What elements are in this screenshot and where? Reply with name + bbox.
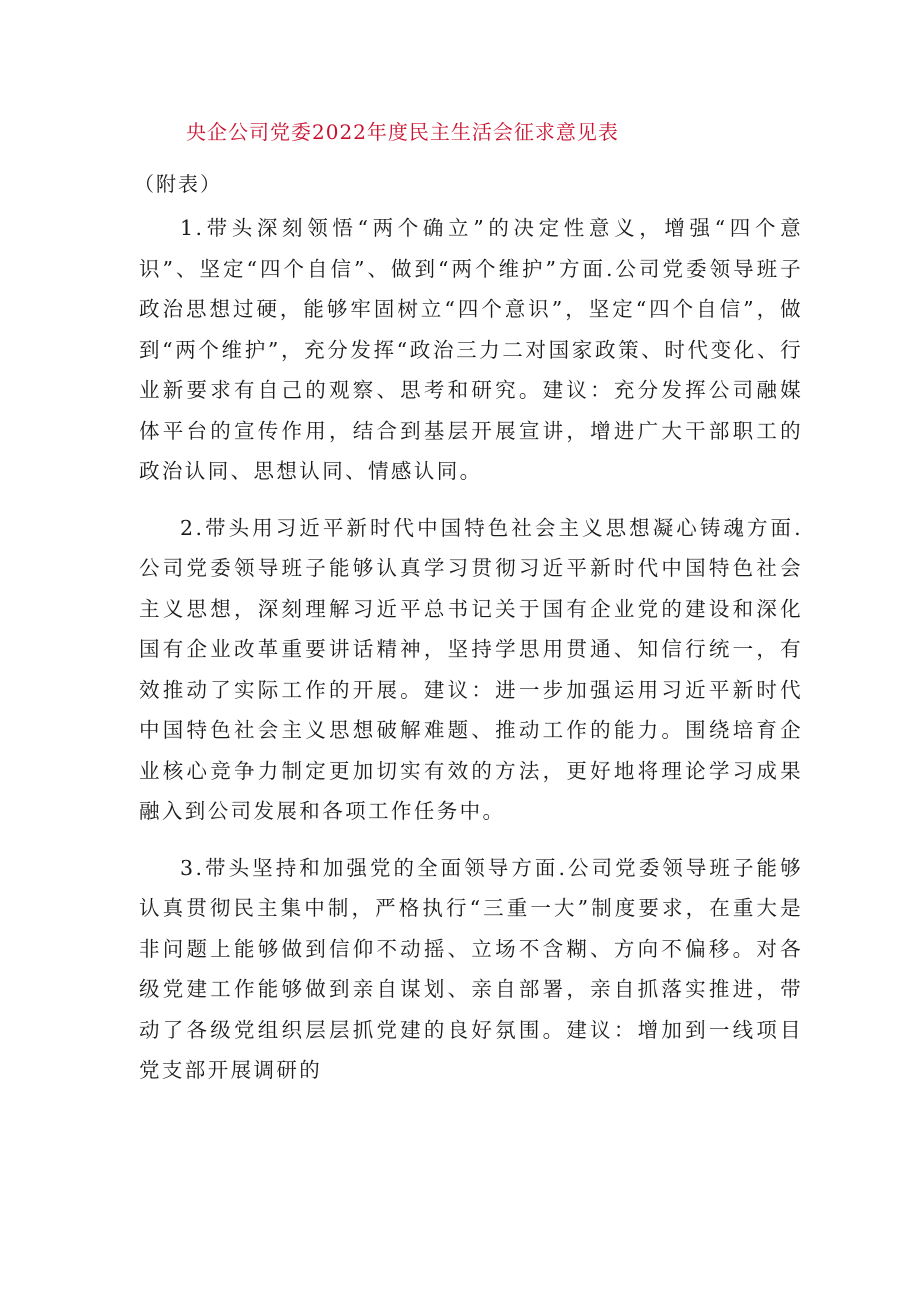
- paragraph-1: 1.带头深刻领悟“两个确立”的决定性意义，增强“四个意识”、坚定“四个自信”、做到“两个维护”方面.公司党委领导班子政治思想过硬，能够牢固树立“四个意识”，坚定“四个自信”，做到“两个维护”，充分发挥“政治三力二对国家政策、时代变化、行业新要求有自己的观察、思考和研究。建议：充分发挥公司融媒体平台的宣传作用，结合到基层开展宣讲，增进广大干部职工的政治认同、思想认同、情感认同。: [139, 216, 803, 483]
- paragraph-3: 3.带头坚持和加强党的全面领导方面.公司党委领导班子能够认真贯彻民主集中制，严格执行“三重一大”制度要求，在重大是非问题上能够做到信仰不动摇、立场不含糊、方向不偏移。对各级党建工作能够做到亲自谋划、亲自部署，亲自抓落实推进，带动了各级党组织层层抓党建的良好氛围。建议：增加到一线项目党支部开展调研的: [139, 855, 803, 1082]
- paragraph-2: 2.带头用习近平新时代中国特色社会主义思想凝心铸魂方面.公司党委领导班子能够认真学习贯彻习近平新时代中国特色社会主义思想，深刻理解习近平总书记关于国有企业党的建设和深化国有企业改革重要讲话精神，坚持学思用贯通、知信行统一，有效推动了实际工作的开展。建议：进一步加强运用习近平新时代中国特色社会主义思想破解难题、推动工作的能力。围绕培育企业核心竞争力制定更加切实有效的方法，更好地将理论学习成果融入到公司发展和各项工作任务中。: [139, 515, 803, 823]
- attachment-label: （附表）: [134, 172, 222, 196]
- document-body: [139, 208, 803, 1107]
- document-title: 央企公司党委2022年度民主生活会征求意见表: [186, 120, 619, 144]
